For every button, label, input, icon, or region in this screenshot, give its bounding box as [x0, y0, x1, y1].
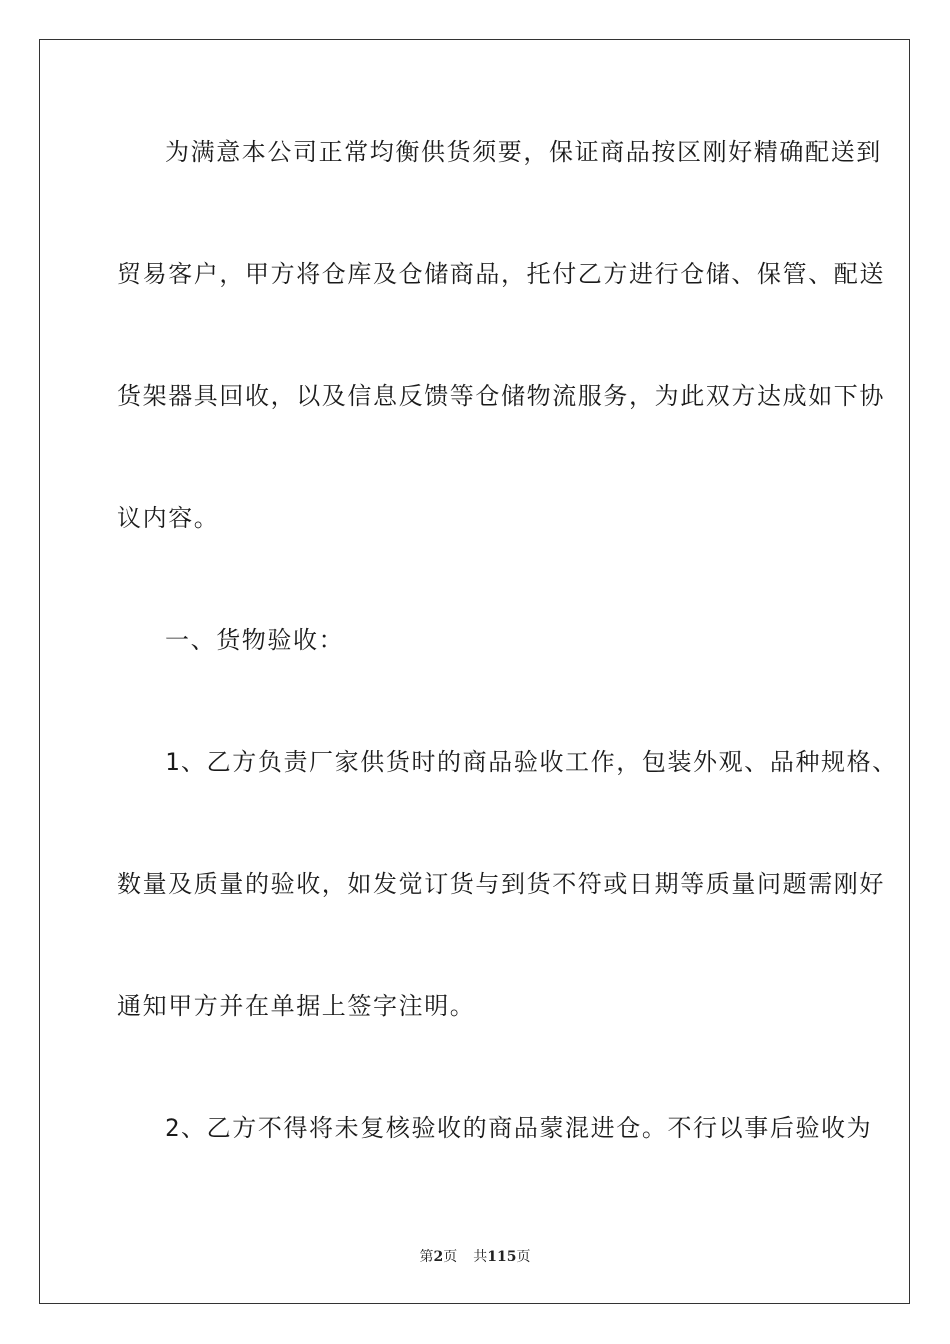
paragraph-line-2: 贸易客户，甲方将仓库及仓储商品，托付乙方进行仓储、保管、配送 — [117, 260, 885, 288]
paragraph-line-3: 货架器具回收，以及信息反馈等仓储物流服务，为此双方达成如下协 — [117, 382, 885, 410]
footer-total-prefix: 共 — [473, 1249, 488, 1265]
footer-page-prefix: 第 — [419, 1249, 434, 1265]
paragraph-line-9: 2、乙方不得将未复核验收的商品蒙混进仓。不行以事后验收为 — [165, 1114, 873, 1142]
paragraph-line-1: 为满意本公司正常均衡供货须要，保证商品按区刚好精确配送到 — [165, 138, 882, 166]
footer-total-pages: 115 — [487, 1249, 517, 1265]
footer-page-number: 2 — [433, 1249, 444, 1265]
footer-total-suffix: 页 — [516, 1249, 531, 1265]
paragraph-line-7: 数量及质量的验收，如发觉订货与到货不符或日期等质量问题需刚好 — [117, 870, 885, 898]
paragraph-line-6: 1、乙方负责厂家供货时的商品验收工作，包装外观、品种规格、 — [165, 748, 898, 776]
section-heading: 一、货物验收： — [165, 626, 345, 654]
paragraph-line-4: 议内容。 — [117, 504, 220, 532]
footer-page-suffix: 页 — [443, 1249, 458, 1265]
paragraph-line-8: 通知甲方并在单据上签字注明。 — [117, 992, 476, 1020]
page-footer — [0, 1248, 950, 1266]
